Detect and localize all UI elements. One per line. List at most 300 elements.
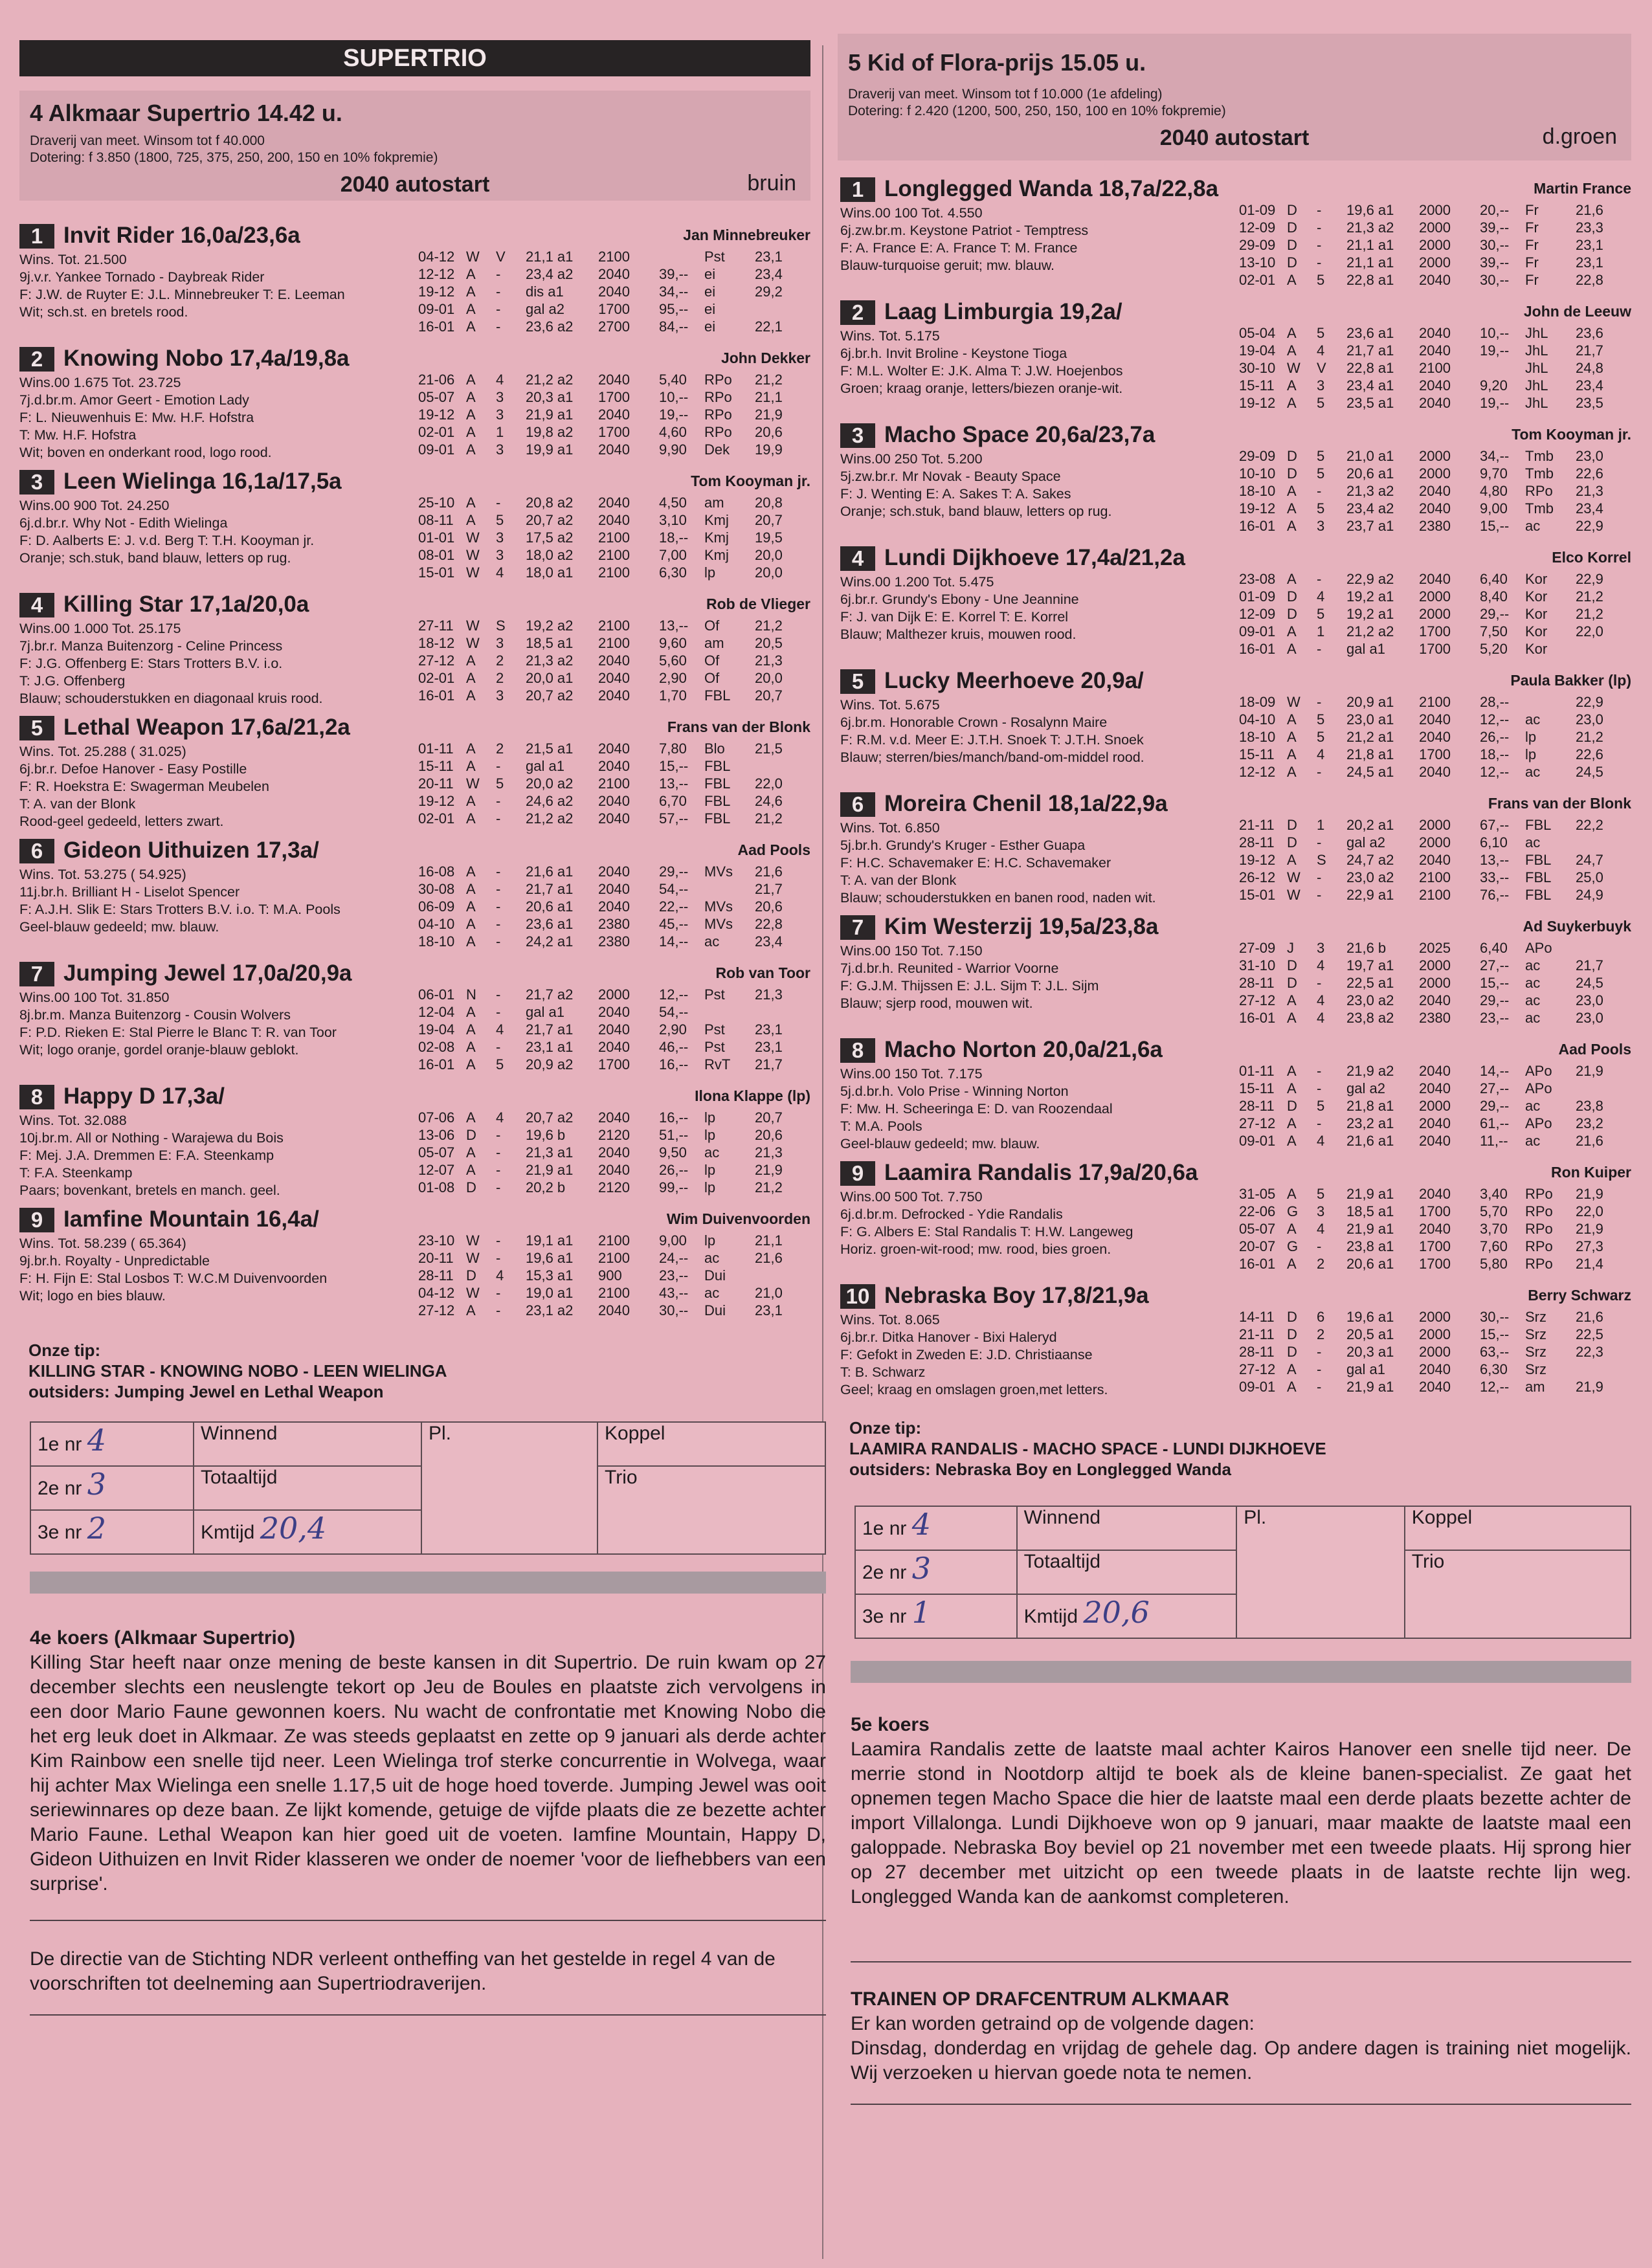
result-cell: D (1287, 975, 1297, 991)
result-row (1239, 1379, 1631, 1396)
result-row (1239, 518, 1631, 535)
result-cell: 2700 (598, 318, 630, 335)
result-cell: 2000 (1419, 606, 1451, 622)
result-cell: 900 (598, 1267, 622, 1284)
result-cell: 21,6 a1 (526, 863, 574, 880)
column-divider (822, 45, 823, 2259)
result-cell: gal a1 (1346, 1361, 1385, 1377)
result-cell: 20,6 (755, 1127, 783, 1143)
result-cell: Fr (1525, 237, 1539, 253)
result-cell: 06-09 (418, 898, 455, 915)
form-row-3[interactable]: 3e nr 2 (30, 1510, 194, 1554)
result-cell: A (1287, 1256, 1297, 1272)
result-cell: FBL (704, 758, 731, 774)
result-cell: 21,7 a1 (1346, 342, 1394, 359)
result-cell: 09-01 (1239, 1133, 1276, 1149)
koppel-cell[interactable]: Koppel (1405, 1506, 1631, 1550)
result-cell: W (466, 1285, 480, 1301)
result-cell: Srz (1525, 1309, 1546, 1325)
result-row (1239, 360, 1631, 377)
horse-info-line: 11j.br.h. Brilliant H - Liselot Spencer (19, 884, 240, 900)
result-cell: 2000 (1419, 588, 1451, 605)
result-cell: 21,6 (1576, 1309, 1603, 1325)
result-cell: - (496, 986, 501, 1003)
result-cell: A (1287, 641, 1297, 657)
horse-info-line: Wins. Tot. 6.850 (840, 820, 940, 836)
results-table (418, 617, 810, 705)
result-row (1239, 465, 1631, 483)
result-row (418, 266, 810, 284)
result-row (418, 389, 810, 406)
totaaltijd-cell[interactable]: Totaaltijd (1017, 1550, 1237, 1594)
kmtijd-cell[interactable]: Kmtijd 20,6 (1017, 1594, 1237, 1638)
training-intro: Er kan worden getraind op de volgende dagen: (851, 2013, 1255, 2034)
horse-info-line: F: G. Albers E: Stal Randalis T: H.W. Langeweg (840, 1224, 1133, 1240)
result-row (1239, 957, 1631, 975)
result-cell: - (1317, 1115, 1322, 1131)
result-cell: 23,6 a1 (1346, 325, 1394, 341)
result-cell: Blo (704, 740, 725, 757)
horse-info-line: F: A.J.H. Slik E: Stars Trotters B.V. i.o. T: M.A. Pools (19, 902, 340, 917)
result-row (1239, 483, 1631, 500)
result-cell: 20,6 a1 (526, 898, 574, 915)
result-cell: 23,4 a1 (1346, 377, 1394, 394)
result-cell: 2040 (1419, 1221, 1451, 1237)
result-cell: 23,4 (755, 266, 783, 282)
result-row (1239, 975, 1631, 992)
result-cell: 4 (496, 1267, 504, 1284)
result-cell: ei (704, 301, 716, 317)
result-cell: 18-10 (1239, 483, 1276, 499)
result-cell: 2380 (1419, 1010, 1451, 1026)
results-table (1239, 817, 1631, 904)
horse-entry (840, 668, 1631, 784)
result-cell: W (466, 1232, 480, 1249)
horse-info-line: 6j.br.r. Defoe Hanover - Easy Postille (19, 761, 247, 777)
result-cell: A (466, 916, 476, 932)
result-row (1239, 764, 1631, 781)
training-notice (851, 1987, 1631, 2085)
result-cell: 24,8 (1576, 360, 1603, 376)
result-cell: 01-09 (1239, 588, 1276, 605)
result-cell: 28-11 (418, 1267, 454, 1284)
driver-name: Jan Minnebreuker (683, 227, 810, 243)
horse-info-line: Geel; kraag en omslagen groen,met letters. (840, 1382, 1108, 1397)
result-cell: gal a1 (526, 758, 564, 774)
result-cell: 2040 (1419, 852, 1451, 868)
horse-name: Laag Limburgia 19,2a/ (884, 299, 1122, 324)
result-cell: 4,50 (659, 495, 687, 511)
winnend-cell[interactable]: Winnend (194, 1422, 421, 1466)
result-row (418, 372, 810, 389)
start-number: 6 (840, 792, 875, 817)
result-cell: 2000 (1419, 957, 1451, 973)
horse-info-line: 6j.d.br.r. Why Not - Edith Wielinga (19, 515, 228, 531)
result-cell: 1 (1317, 817, 1325, 833)
horse-info-line: Blauw; sjerp rood, mouwen wit. (840, 995, 1033, 1011)
result-cell: 2000 (1419, 237, 1451, 253)
result-cell: 21,6 b (1346, 940, 1387, 956)
result-row (418, 1127, 810, 1144)
result-cell: 23,1 (755, 1302, 783, 1318)
form-row-2[interactable]: 2e nr 3 (30, 1466, 194, 1510)
driver-name: Tom Kooyman jr. (1512, 426, 1631, 443)
result-cell: 6 (1317, 1309, 1325, 1325)
result-cell: 13-10 (1239, 254, 1276, 271)
horse-info-line: 8j.br.m. Manza Buitenzorg - Cousin Wolvers (19, 1007, 291, 1023)
result-cell: 20,0 a2 (526, 775, 574, 792)
result-row (1239, 852, 1631, 869)
driver-name: Aad Pools (737, 841, 810, 858)
result-cell: 2040 (598, 687, 630, 704)
pl-cell[interactable]: Pl. (1236, 1506, 1405, 1638)
result-cell: A (1287, 483, 1297, 499)
result-cell: Dek (704, 441, 730, 458)
result-cell: 4 (1317, 992, 1325, 1008)
form-row-3[interactable]: 3e nr 1 (855, 1594, 1017, 1638)
horse-info-line: Wins. Tot. 25.288 ( 31.025) (19, 744, 186, 759)
result-cell: 5 (1317, 729, 1325, 745)
totaaltijd-cell[interactable]: Totaaltijd (194, 1466, 421, 1510)
result-cell: 12,-- (1480, 711, 1510, 728)
result-row (1239, 1080, 1631, 1098)
result-cell: 20,8 a2 (526, 495, 574, 511)
horse-info-line: 5j.br.h. Grundy's Kruger - Esther Guapa (840, 838, 1086, 853)
horse-name: Gideon Uithuizen 17,3a/ (63, 838, 319, 863)
results-table (1239, 448, 1631, 535)
horse-info-line: Blauw; Malthezer kruis, mouwen rood. (840, 627, 1077, 642)
winnend-cell[interactable]: Winnend (1017, 1506, 1237, 1550)
result-cell: Dui (704, 1302, 726, 1318)
result-cell: 19,5 (755, 529, 783, 546)
result-cell: 1 (496, 424, 504, 440)
result-cell: RPo (1525, 1186, 1553, 1202)
horse-info-line: T: B. Schwarz (840, 1364, 926, 1380)
result-cell: lp (1525, 729, 1537, 745)
result-cell: 21,4 (1576, 1256, 1603, 1272)
result-cell: 15-01 (1239, 887, 1276, 903)
result-cell: 19-12 (1239, 500, 1276, 517)
driver-name: Ron Kuiper (1551, 1164, 1631, 1181)
result-cell: 5 (496, 775, 504, 792)
results-table (418, 863, 810, 951)
results-table (1239, 694, 1631, 781)
result-cell: 23,8 a2 (1346, 1010, 1394, 1026)
handwritten-number: 1 (911, 1595, 932, 1630)
result-cell: A (466, 1004, 476, 1020)
horse-info-line: Wins.00 500 Tot. 7.750 (840, 1189, 983, 1205)
results-table (1239, 1309, 1631, 1396)
result-cell: RvT (704, 1056, 731, 1073)
result-cell: 19-12 (418, 284, 455, 300)
result-row (418, 1179, 810, 1197)
result-cell: - (496, 810, 501, 827)
result-cell: 20,0 a1 (526, 670, 574, 686)
result-row (1239, 1361, 1631, 1379)
result-row (418, 301, 810, 318)
driver-name: Ilona Klappe (lp) (695, 1087, 810, 1104)
result-cell: 20,5 a1 (1346, 1326, 1394, 1342)
koppel-cell[interactable]: Koppel (597, 1422, 825, 1466)
handwritten-number: 3 (911, 1551, 932, 1586)
result-cell: RPo (704, 389, 732, 405)
result-cell: ei (704, 266, 716, 282)
trio-cell[interactable]: Trio (1405, 1550, 1631, 1638)
result-cell: 04-12 (418, 1285, 455, 1301)
horse-info-line: T: J.G. Offenberg (19, 673, 126, 689)
result-cell: 76,-- (1480, 887, 1510, 903)
driver-name: Elco Korrel (1552, 549, 1631, 566)
result-cell: 2380 (1419, 518, 1451, 534)
result-cell: 2040 (1419, 729, 1451, 745)
result-cell: - (1317, 237, 1322, 253)
result-cell: A (1287, 711, 1297, 728)
result-cell: 3 (1317, 1203, 1325, 1219)
horse-info-line: Wins.00 150 Tot. 7.175 (840, 1066, 983, 1082)
results-table (418, 1232, 810, 1320)
result-cell: A (1287, 1379, 1297, 1395)
result-cell: 12-12 (1239, 764, 1276, 780)
driver-name: Berry Schwarz (1528, 1287, 1631, 1304)
result-cell: 12,-- (1480, 1379, 1510, 1395)
result-cell: A (466, 301, 476, 317)
result-cell: 9,90 (659, 441, 687, 458)
result-cell: 22,9 (1576, 571, 1603, 587)
result-cell: 21,9 a1 (1346, 1186, 1394, 1202)
result-cell: 5 (496, 1056, 504, 1073)
result-cell: 19,2 a2 (526, 617, 574, 634)
result-cell: 08-01 (418, 547, 455, 563)
training-text: Dinsdag, donderdag en vrijdag de gehele dag. Op andere dagen is training niet mogelijk. Wij verzoeken u hiervan goede nota te nemen. (851, 2038, 1631, 2084)
form-row-1[interactable]: 1e nr 4 (855, 1506, 1017, 1550)
result-cell: Fr (1525, 202, 1539, 218)
result-cell: 21,1 (755, 389, 783, 405)
result-cell: Kor (1525, 571, 1548, 587)
result-cell: 24,5 (1576, 764, 1603, 780)
result-row (418, 810, 810, 828)
result-cell: 34,-- (1480, 448, 1510, 464)
pl-cell[interactable]: Pl. (421, 1422, 597, 1554)
result-cell: - (496, 793, 501, 809)
race-article (30, 1626, 826, 1896)
result-cell: 5 (1317, 395, 1325, 411)
result-cell: - (1317, 694, 1322, 710)
results-table (418, 740, 810, 828)
result-cell: A (1287, 1186, 1297, 1202)
result-cell: lp (704, 1109, 716, 1126)
result-cell: 21,9 (1576, 1379, 1603, 1395)
result-row (1239, 1221, 1631, 1238)
result-cell: A (1287, 272, 1297, 288)
horse-info-line: Oranje; sch.stuk, band blauw, letters op rug. (840, 504, 1112, 519)
result-cell: 29-09 (1239, 448, 1276, 464)
race-color: d.groen (1542, 124, 1617, 149)
kmtijd-cell[interactable]: Kmtijd 20,4 (194, 1510, 421, 1554)
result-cell: 7,50 (1480, 623, 1508, 639)
result-cell: 21,2 (755, 617, 783, 634)
result-cell: 39,-- (1480, 254, 1510, 271)
result-cell: 15,-- (659, 758, 689, 774)
form-row-1[interactable]: 1e nr 4 (30, 1422, 194, 1466)
horse-info (19, 374, 421, 461)
result-row (418, 564, 810, 582)
result-cell: ac (1525, 711, 1541, 728)
result-cell: 14,-- (659, 933, 689, 950)
result-cell: 18,-- (1480, 746, 1510, 762)
tip-title: Onze tip: (849, 1418, 922, 1438)
result-cell: D (466, 1267, 476, 1284)
horse-info-line: 10j.br.m. All or Nothing - Warajewa du Bois (19, 1130, 284, 1146)
result-cell: S (1317, 852, 1326, 868)
result-cell: A (1287, 395, 1297, 411)
horse-name: Happy D 17,3a/ (63, 1084, 225, 1109)
result-cell: 23,4 (755, 933, 783, 950)
result-cell: 3,70 (1480, 1221, 1508, 1237)
result-cell: 2000 (1419, 448, 1451, 464)
result-cell: 20,3 a1 (1346, 1344, 1394, 1360)
result-cell: 22,3 (1576, 1344, 1603, 1360)
result-cell: 19-12 (1239, 395, 1276, 411)
horse-entry (19, 346, 810, 462)
result-cell: 2040 (598, 1109, 630, 1126)
result-cell: 06-01 (418, 986, 455, 1003)
form-row-2[interactable]: 2e nr 3 (855, 1550, 1017, 1594)
result-cell: 21,0 a1 (1346, 448, 1394, 464)
result-cell: 21,9 (1576, 1221, 1603, 1237)
race-distance: 2040 autostart (340, 172, 490, 197)
horse-info-line: F: J.W. de Ruyter E: J.L. Minnebreuker T: E. Leeman (19, 287, 345, 302)
result-cell: 21,7 a1 (526, 881, 574, 897)
result-cell: 13,-- (1480, 852, 1510, 868)
result-cell: 27-09 (1239, 940, 1276, 956)
result-cell: ac (1525, 764, 1541, 780)
horse-info-line: 6j.br.m. Honorable Crown - Rosalynn Maire (840, 715, 1108, 730)
result-cell: 21,2 a1 (1346, 729, 1394, 745)
horse-name: Macho Norton 20,0a/21,6a (884, 1037, 1163, 1062)
result-row (1239, 448, 1631, 465)
result-cell: 2 (1317, 1326, 1325, 1342)
result-cell: - (1317, 641, 1322, 657)
result-row (418, 687, 810, 705)
result-cell: 23,-- (659, 1267, 689, 1284)
race-title: 5 Kid of Flora-prijs 15.05 u. (848, 49, 1146, 76)
horse-info-line: Wins.00 250 Tot. 5.200 (840, 451, 983, 467)
result-cell: 21,9 a1 (1346, 1379, 1394, 1395)
result-cell: Of (704, 670, 720, 686)
result-cell: 31-05 (1239, 1186, 1276, 1202)
result-cell: 22,9 (1576, 518, 1603, 534)
race-article (851, 1713, 1631, 1909)
result-cell: A (466, 933, 476, 950)
result-cell: 2,90 (659, 1021, 687, 1038)
result-cell: Pst (704, 249, 725, 265)
result-cell: 22-06 (1239, 1203, 1276, 1219)
tip-picks: LAAMIRA RANDALIS - MACHO SPACE - LUNDI DIJKHOEVE (849, 1439, 1326, 1458)
result-cell: 19,6 a1 (526, 1250, 574, 1266)
result-cell: 19,-- (659, 406, 689, 423)
result-cell: 01-11 (1239, 1063, 1275, 1079)
result-cell: - (496, 863, 501, 880)
horse-info (19, 866, 421, 936)
result-cell: 30-10 (1239, 360, 1276, 376)
result-row (418, 547, 810, 564)
results-table (1239, 202, 1631, 289)
result-cell: 23,4 a2 (1346, 500, 1394, 517)
result-cell: 20,5 (755, 635, 783, 651)
result-cell: 3 (496, 547, 504, 563)
trio-cell[interactable]: Trio (597, 1466, 825, 1554)
horse-info-line: Wit; boven en onderkant rood, logo rood. (19, 445, 272, 460)
result-cell: 22,9 a2 (1346, 571, 1394, 587)
horse-info-line: T: A. van der Blonk (19, 796, 136, 812)
horse-info-line: F: J. Wenting E: A. Sakes T: A. Sakes (840, 486, 1071, 502)
result-cell: Tmb (1525, 448, 1554, 464)
result-cell: - (1317, 887, 1322, 903)
result-cell: - (496, 1232, 501, 1249)
result-row (1239, 237, 1631, 254)
regulation-notice: De directie van de Stichting NDR verleent ontheffing van het gestelde in regel 4 van de voorschriften tot deelneming aan Supertriodraverijen. (30, 1948, 776, 1994)
result-cell: 21,3 a2 (1346, 483, 1394, 499)
result-cell: 2040 (1419, 764, 1451, 780)
result-cell: ac (1525, 992, 1541, 1008)
horse-info (19, 497, 421, 567)
horse-info-line: F: Mw. H. Scheeringa E: D. van Roozendaal (840, 1101, 1113, 1117)
result-cell: A (466, 1039, 476, 1055)
horse-info-line: T: Mw. H.F. Hofstra (19, 427, 137, 443)
result-cell: RPo (704, 406, 732, 423)
result-cell: A (1287, 1221, 1297, 1237)
result-cell: 29,-- (1480, 992, 1510, 1008)
horse-info-line: Wins.00 150 Tot. 7.150 (840, 943, 983, 959)
result-cell: 9,20 (1480, 377, 1508, 394)
result-cell: 19,7 a1 (1346, 957, 1394, 973)
result-row (1239, 694, 1631, 711)
horse-info-line: T: F.A. Steenkamp (19, 1165, 133, 1181)
result-cell: 20-07 (1239, 1238, 1276, 1254)
result-cell: 30,-- (1480, 272, 1510, 288)
horse-info-line: F: J. van Dijk E: E. Korrel T: E. Korrel (840, 609, 1069, 625)
result-cell: 2000 (1419, 817, 1451, 833)
result-cell: 19,-- (1480, 395, 1510, 411)
result-cell: 24,2 a1 (526, 933, 574, 950)
start-number: 1 (19, 224, 54, 249)
result-cell: Kor (1525, 606, 1548, 622)
horse-name: Lethal Weapon 17,6a/21,2a (63, 715, 350, 740)
result-row (418, 758, 810, 775)
horse-entry (19, 1206, 810, 1323)
result-cell: 20,7 a2 (526, 1109, 574, 1126)
horse-info-line: Blauw; sterren/bies/manch/band-om-middel rood. (840, 750, 1144, 765)
horse-info-line: 6j.d.br.m. Defrocked - Ydie Randalis (840, 1206, 1063, 1222)
result-cell: 5,70 (1480, 1203, 1508, 1219)
horse-info-line: T: M.A. Pools (840, 1118, 922, 1134)
result-cell: 7,60 (1480, 1238, 1508, 1254)
result-row (418, 863, 810, 881)
result-cell: 1 (1317, 623, 1325, 639)
result-row (1239, 1115, 1631, 1133)
result-cell: 21,6 (1576, 1133, 1603, 1149)
result-cell: ac (1525, 1133, 1541, 1149)
result-cell: 26-12 (1239, 869, 1276, 885)
result-cell: 2100 (1419, 694, 1451, 710)
result-cell: 28-11 (1239, 1344, 1275, 1360)
horse-entry (840, 1283, 1631, 1399)
result-cell: 15-01 (418, 564, 455, 581)
handwritten-kmtijd: 20,6 (1083, 1595, 1150, 1630)
result-cell: 63,-- (1480, 1344, 1510, 1360)
result-cell: 23,6 a2 (526, 318, 574, 335)
result-row (418, 1162, 810, 1179)
